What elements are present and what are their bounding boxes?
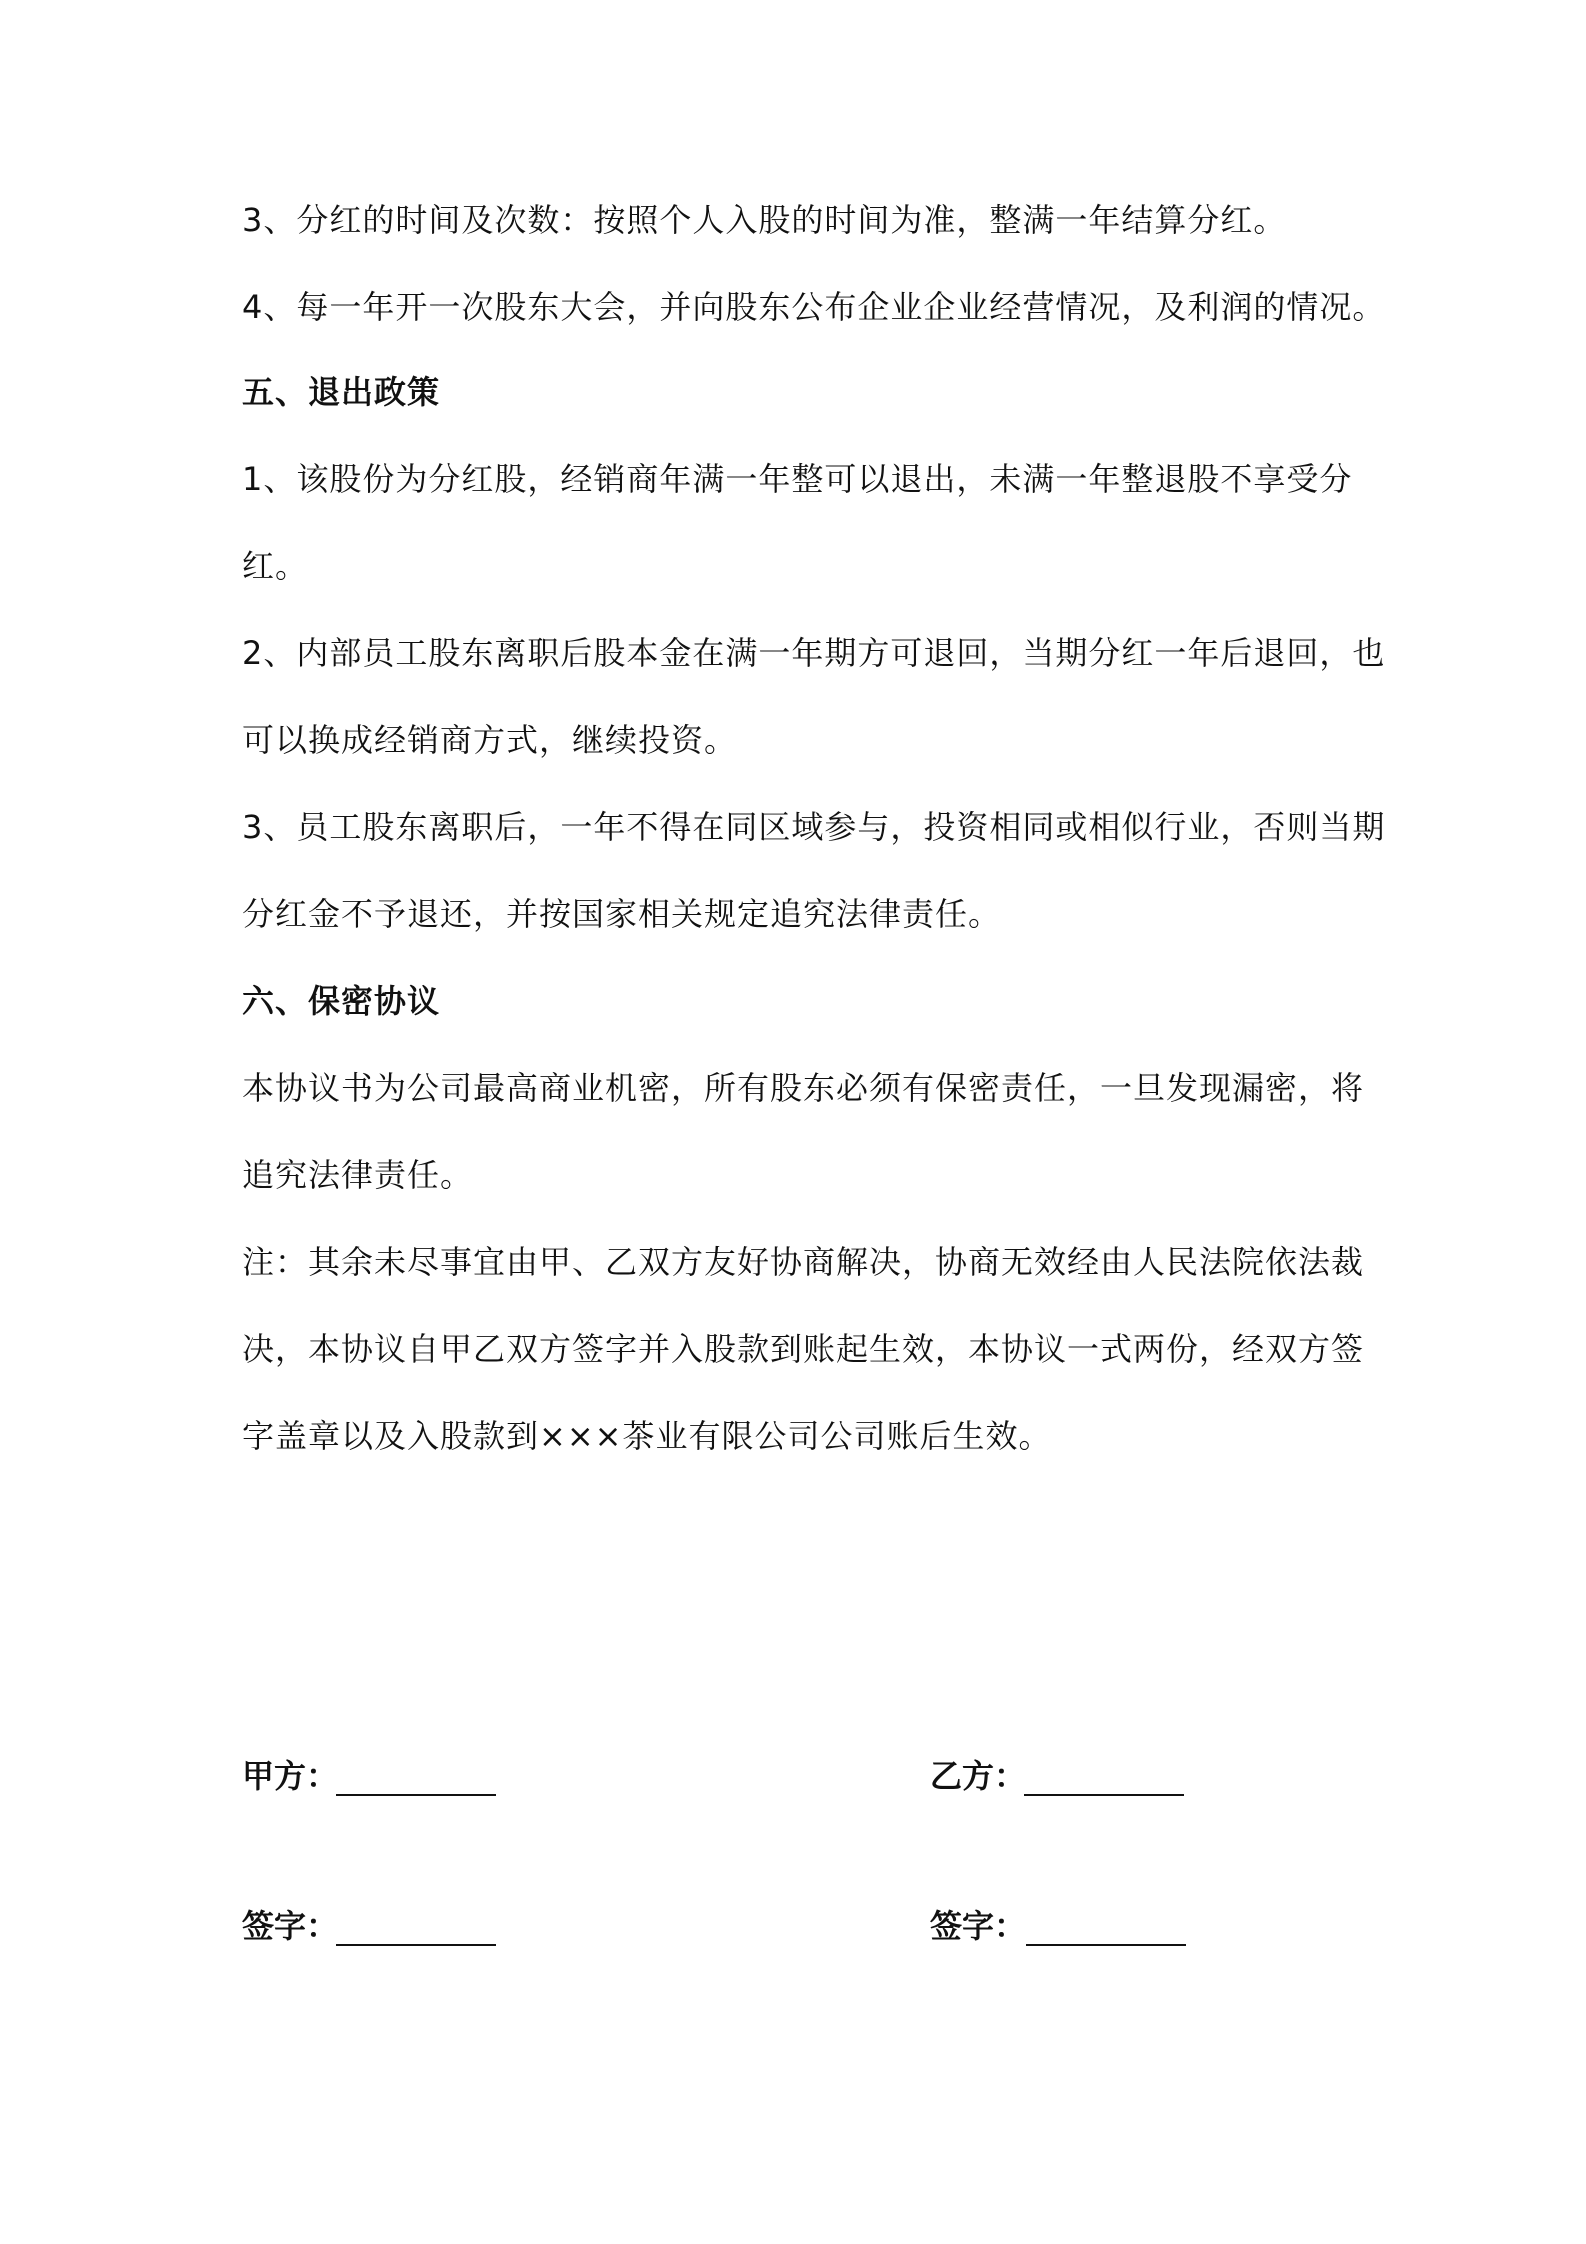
paragraph-confidentiality: 本协议书为公司最高商业机密，所有股东必须有保密责任，一旦发现漏密，将 [242,1069,1365,1107]
party-a-signature-label: 签字： [242,1907,339,1945]
paragraph-noncompete-cont: 分红金不予退还，并按国家相关规定追究法律责任。 [242,895,1002,933]
section-heading-confidentiality: 六、保密协议 [242,982,441,1020]
paragraph-exit-dealer-cont: 红。 [242,547,309,585]
section-heading-exit-policy: 五、退出政策 [242,373,441,411]
paragraph-noncompete: 3、员工股东离职后，一年不得在同区域参与，投资相同或相似行业，否则当期 [242,808,1386,846]
paragraph-dividend-timing: 3、分红的时间及次数：按照个人入股的时间为准，整满一年结算分红。 [242,201,1287,239]
party-b-signature-label: 签字： [930,1907,1027,1945]
paragraph-exit-employee-cont: 可以换成经销商方式，继续投资。 [242,721,738,759]
party-b-blank [1024,1794,1184,1796]
party-a-label: 甲方： [242,1757,339,1795]
paragraph-note: 注：其余未尽事宜由甲、乙双方友好协商解决，协商无效经由人民法院依法裁 [242,1243,1365,1281]
paragraph-shareholder-meeting: 4、每一年开一次股东大会，并向股东公布企业企业经营情况，及利润的情况。 [242,288,1386,326]
party-a-blank [336,1794,496,1796]
paragraph-exit-employee: 2、内部员工股东离职后股本金在满一年期方可退回，当期分红一年后退回，也 [242,634,1386,672]
paragraph-exit-dealer: 1、该股份为分红股，经销商年满一年整可以退出，未满一年整退股不享受分 [242,460,1353,498]
party-b-label: 乙方： [930,1757,1027,1795]
paragraph-note-cont-1: 决，本协议自甲乙双方签字并入股款到账起生效，本协议一式两份，经双方签 [242,1330,1365,1368]
paragraph-note-cont-2: 字盖章以及入股款到×××茶业有限公司公司账后生效。 [242,1417,1052,1455]
party-b-signature-blank [1026,1944,1186,1946]
paragraph-confidentiality-cont: 追究法律责任。 [242,1156,474,1194]
party-a-signature-blank [336,1944,496,1946]
